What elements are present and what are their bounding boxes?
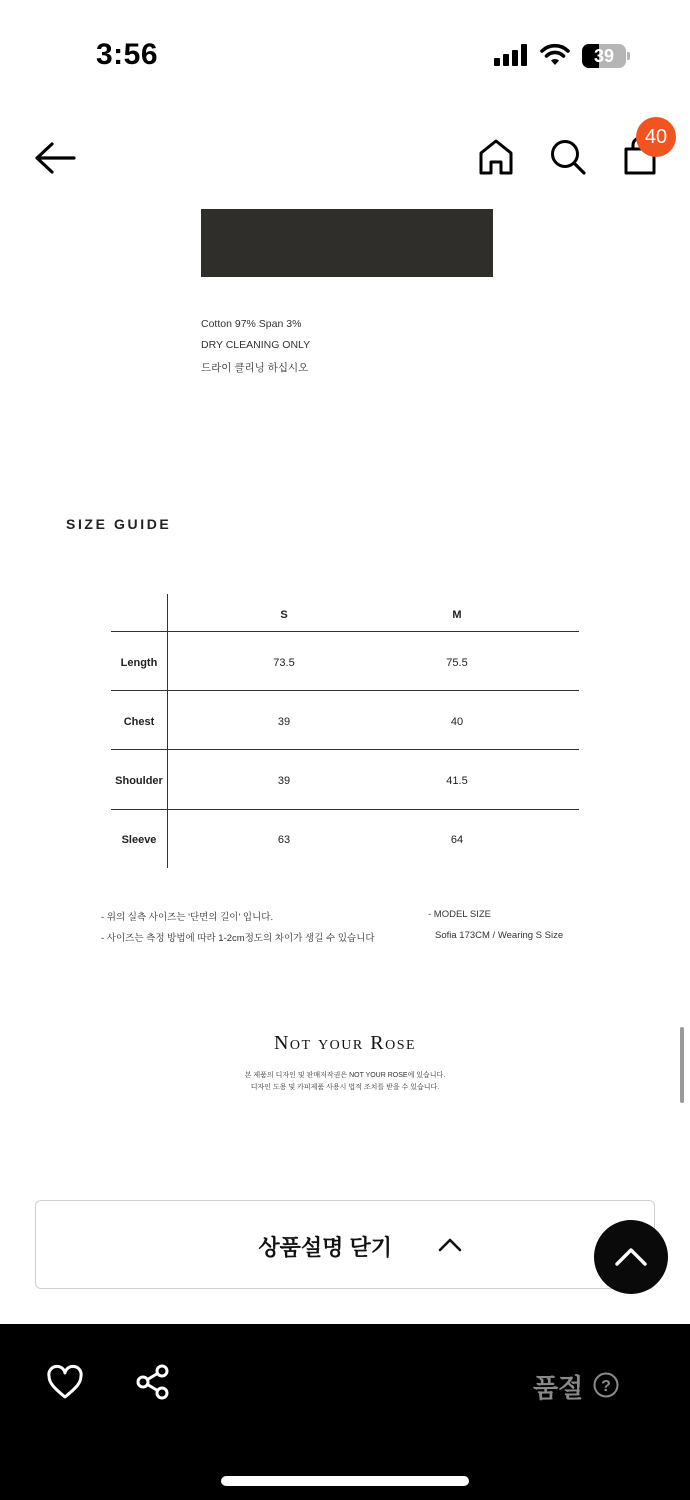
row-label-chest: Chest — [123, 716, 155, 728]
table-cell: 64 — [450, 834, 464, 846]
size-note: - 위의 실측 사이즈는 '단면의 길이' 입니다. — [101, 912, 274, 923]
care-text-cleaning-korean: 드라이 클리닝 하십시오 — [201, 362, 309, 374]
table-divider — [111, 631, 579, 632]
search-icon[interactable] — [549, 138, 587, 176]
wifi-icon — [539, 42, 571, 68]
brand-copyright: 본 제품의 디자인 및 판매저작권은 NOT YOUR ROSE에 있습니다. — [244, 1072, 446, 1079]
scrollbar[interactable] — [680, 1027, 684, 1103]
size-note: - 사이즈는 측정 방법에 따라 1-2cm정도의 차이가 생길 수 있습니다 — [101, 933, 375, 944]
row-label-sleeve: Sleeve — [121, 834, 157, 846]
table-cell: 39 — [277, 775, 291, 787]
table-divider — [167, 594, 168, 868]
table-cell: 73.5 — [273, 657, 295, 669]
brand-logo-text: Not your Rose — [273, 1032, 417, 1054]
table-cell: 75.5 — [446, 657, 468, 669]
column-header-s: S — [280, 609, 288, 621]
cellular-signal-icon — [494, 44, 530, 66]
app-header — [0, 110, 690, 200]
table-cell: 39 — [277, 716, 291, 728]
column-header-m: M — [452, 609, 462, 621]
table-cell: 40 — [450, 716, 464, 728]
brand-copyright: 디자인 도용 및 카피제품 사용시 법적 조치를 받을 수 있습니다. — [250, 1084, 440, 1091]
back-arrow-icon[interactable] — [32, 140, 78, 176]
share-icon[interactable] — [135, 1364, 171, 1400]
care-text-composition: Cotton 97% Span 3% — [201, 318, 302, 330]
care-text-cleaning: DRY CLEANING ONLY — [201, 339, 311, 351]
battery-icon — [582, 44, 630, 68]
table-divider — [111, 749, 579, 750]
chevron-up-icon — [614, 1242, 648, 1270]
table-cell: 63 — [277, 834, 291, 846]
table-divider — [111, 809, 579, 810]
chevron-up-icon — [438, 1235, 462, 1253]
battery-level: 39 — [593, 46, 615, 66]
model-size-label: - MODEL SIZE — [428, 909, 491, 920]
collapse-description-button[interactable] — [35, 1200, 655, 1289]
model-size-value: Sofia 173CM / Wearing S Size — [435, 930, 564, 941]
size-table — [111, 594, 579, 868]
soldout-label: 품절 — [533, 1373, 584, 1403]
scroll-to-top-button[interactable] — [594, 1220, 668, 1294]
table-cell: 41.5 — [446, 775, 468, 787]
bottom-action-bar — [0, 1324, 690, 1500]
row-label-length: Length — [120, 657, 158, 669]
brand-logo — [0, 1032, 690, 1055]
fabric-swatch-image — [201, 209, 493, 277]
svg-text:?: ? — [601, 1378, 611, 1395]
row-label-shoulder: Shoulder — [115, 775, 163, 787]
table-divider — [111, 690, 579, 691]
heart-icon[interactable] — [46, 1364, 84, 1400]
home-indicator — [221, 1476, 469, 1486]
size-guide-title: SIZE GUIDE — [66, 516, 172, 532]
status-bar — [0, 0, 690, 110]
collapse-description-label: 상품설명 닫기 — [258, 1235, 392, 1260]
cart-count-badge[interactable]: 40 — [636, 117, 676, 157]
status-time: 3:56 — [96, 38, 159, 71]
home-icon[interactable] — [478, 138, 514, 176]
help-icon[interactable] — [593, 1372, 619, 1398]
